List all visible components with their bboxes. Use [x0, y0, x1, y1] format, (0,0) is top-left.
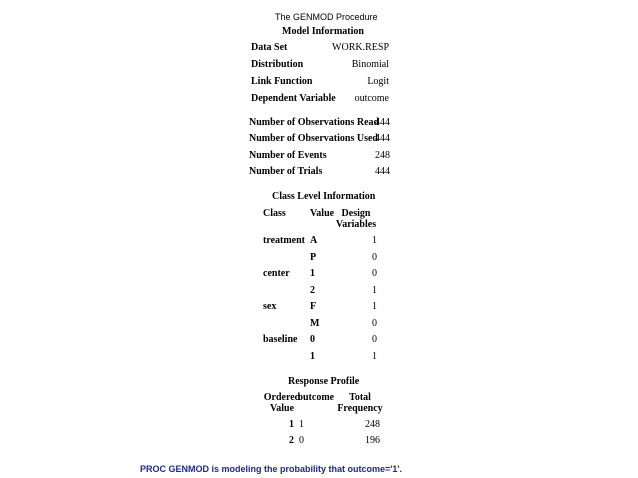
design-cell: 1 [372, 351, 377, 362]
model-info-value: Logit [367, 76, 389, 87]
observations-value: 444 [375, 133, 390, 144]
value-cell: 1 [310, 351, 315, 362]
observations-value: 444 [375, 166, 390, 177]
design-cell: 1 [372, 301, 377, 312]
class-cell: baseline [263, 334, 298, 345]
observations-label: Number of Events [249, 150, 327, 161]
total-header: Total [349, 392, 371, 403]
ordered-header: Ordered [263, 392, 301, 403]
observations-label: Number of Observations Read [249, 117, 380, 128]
design-cell: 0 [372, 268, 377, 279]
observations-label: Number of Trials [249, 166, 323, 177]
value-cell: 1 [310, 268, 315, 279]
model-info-value: outcome [354, 93, 389, 104]
design-cell: 0 [372, 252, 377, 263]
class-level-title: Class Level Information [272, 191, 376, 202]
ordered-cell: 1 [289, 419, 294, 430]
model-info-value: Binomial [351, 59, 389, 70]
design-header: Design [341, 208, 371, 219]
value-cell: 2 [310, 285, 315, 296]
model-info-label: Distribution [251, 59, 304, 70]
design-cell: 0 [372, 334, 377, 345]
value-cell: 0 [310, 334, 315, 345]
value-header: Value [310, 208, 335, 219]
frequency-cell: 196 [365, 435, 380, 446]
value-cell: P [310, 252, 317, 263]
outcome-header: outcome [298, 392, 335, 403]
outcome-cell: 0 [299, 435, 304, 446]
ordered-cell: 2 [289, 435, 294, 446]
value-cell: M [310, 318, 320, 329]
model-info-label: Link Function [251, 76, 313, 87]
observations-value: 444 [375, 117, 390, 128]
outcome-cell: 1 [299, 419, 304, 430]
design-cell: 1 [372, 285, 377, 296]
design-cell: 1 [372, 235, 377, 246]
design-cell: 0 [372, 318, 377, 329]
observations-label: Number of Observations Used [249, 133, 378, 144]
class-cell: center [263, 268, 290, 279]
value-cell: F [310, 301, 317, 312]
observations-value: 248 [375, 150, 390, 161]
model-info-label: Dependent Variable [251, 93, 336, 104]
model-info-label: Data Set [251, 42, 288, 53]
total-header-2: Frequency [337, 403, 383, 414]
class-header: Class [263, 208, 286, 219]
frequency-cell: 248 [365, 419, 380, 430]
design-header-2: Variables [335, 219, 377, 230]
footer-note: PROC GENMOD is modeling the probability that outcome='1'. [140, 464, 403, 474]
procedure-title: The GENMOD Procedure [275, 12, 378, 22]
response-profile-title: Response Profile [288, 376, 360, 387]
model-info-title: Model Information [282, 26, 364, 37]
model-info-value: WORK.RESP [332, 42, 389, 53]
ordered-header-2: Value [269, 403, 295, 414]
value-cell: A [310, 235, 318, 246]
class-cell: sex [263, 301, 277, 312]
class-cell: treatment [263, 235, 306, 246]
